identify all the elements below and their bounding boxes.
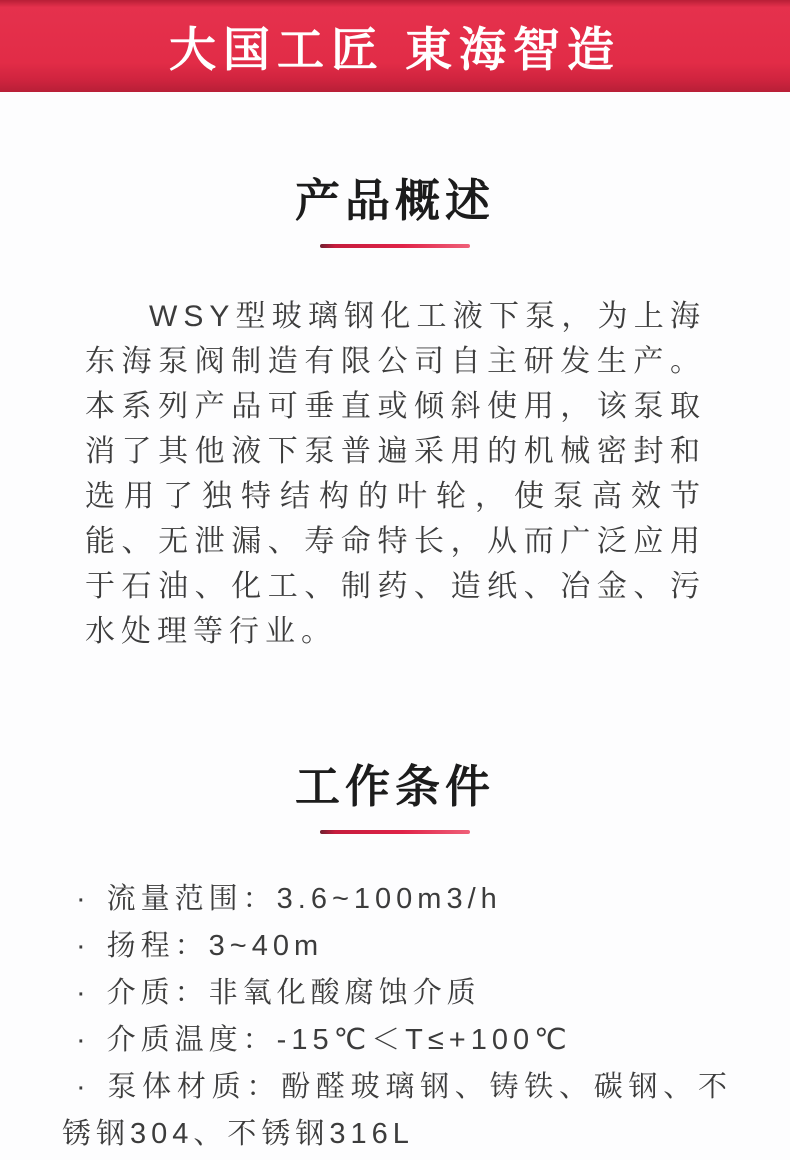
bullet-dot-icon: · bbox=[76, 883, 91, 915]
condition-text: 扬程：3~40m bbox=[106, 930, 324, 962]
conditions-section-title: 工作条件 bbox=[294, 761, 495, 812]
conditions-list bbox=[62, 876, 732, 1158]
overview-section-title: 产品概述 bbox=[294, 175, 495, 226]
condition-item-medium bbox=[62, 970, 732, 1017]
condition-item-temperature bbox=[62, 1017, 732, 1064]
condition-item-head bbox=[62, 923, 732, 970]
condition-text: 泵体材质：酚醛玻璃钢、铸铁、碳钢、不锈钢304、不锈钢316L bbox=[62, 1071, 732, 1150]
bullet-dot-icon: · bbox=[76, 1024, 91, 1056]
condition-item-flow-range bbox=[62, 876, 732, 923]
section-working-conditions bbox=[0, 654, 790, 1158]
condition-text: 介质：非氧化酸腐蚀介质 bbox=[106, 977, 481, 1009]
top-banner bbox=[0, 0, 790, 92]
overview-paragraph: WSY型玻璃钢化工液下泵，为上海东海泵阀制造有限公司自主研发生产。本系列产品可垂直或倾斜使用，该泵取消了其他液下泵普遍采用的机械密封和选用了独特结构的叶轮，使泵高效节能、无泄漏、寿命特长，从而广泛应用于石油、化工、制药、造纸、冶金、污水处理等行业。 bbox=[85, 300, 706, 648]
condition-text: 介质温度：-15℃＜T≤+100℃ bbox=[106, 1024, 572, 1056]
banner-title: 大国工匠 東海智造 bbox=[168, 22, 622, 76]
condition-item-pump-material bbox=[62, 1064, 732, 1158]
section-product-overview bbox=[0, 92, 790, 654]
title-underline bbox=[320, 244, 470, 248]
title-underline bbox=[320, 830, 470, 834]
bullet-dot-icon: · bbox=[76, 1071, 91, 1103]
bullet-dot-icon: · bbox=[76, 930, 91, 962]
bullet-dot-icon: · bbox=[76, 977, 91, 1009]
condition-text: 流量范围：3.6~100m3/h bbox=[106, 883, 502, 915]
